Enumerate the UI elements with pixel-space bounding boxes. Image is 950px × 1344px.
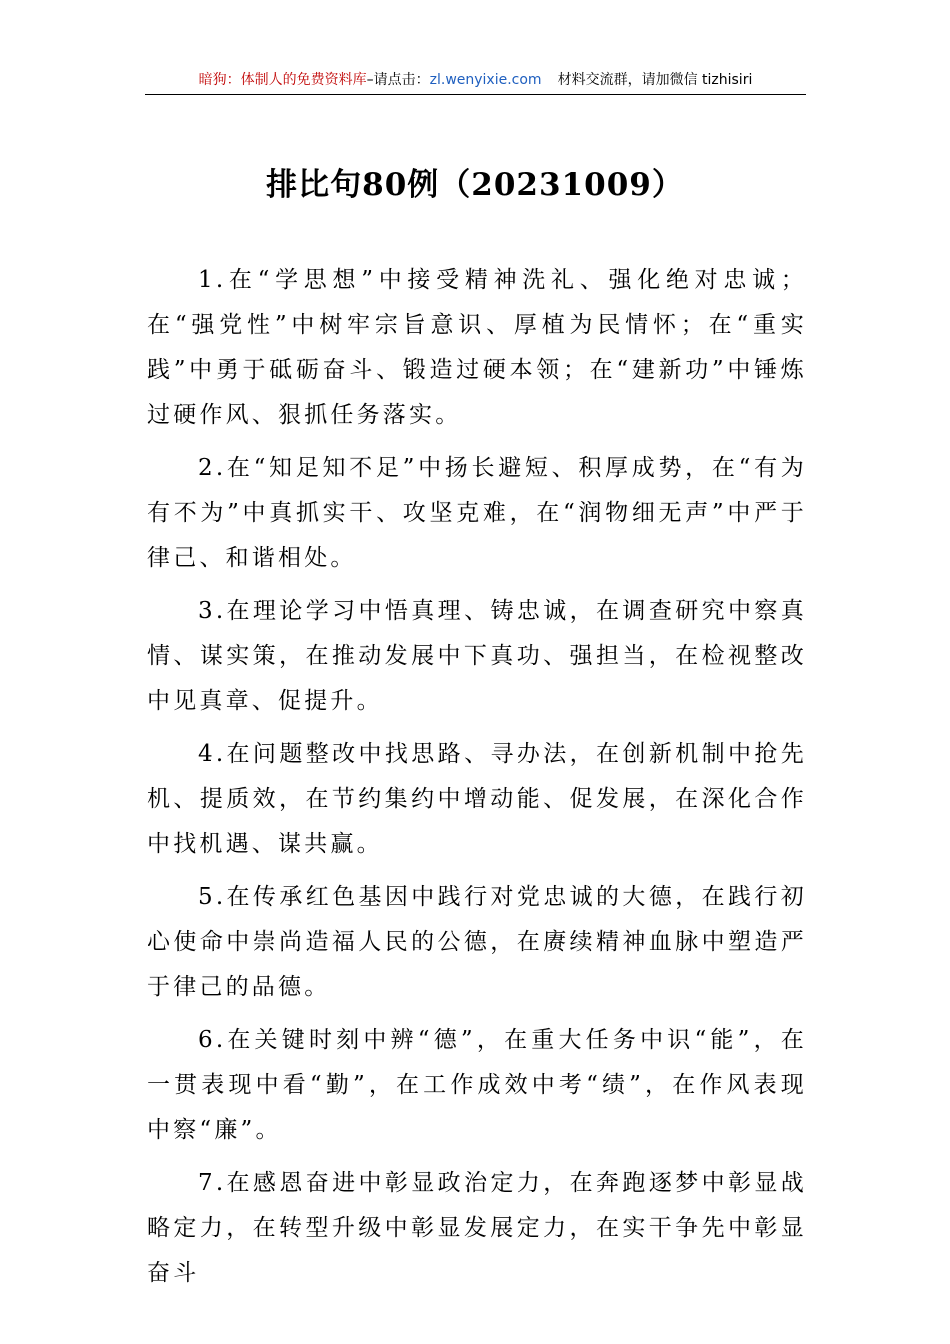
paragraph-2: 2.在“知足知不足”中扬长避短、积厚成势，在“有为有不为”中真抓实干、攻坚克难，在“润物细无声”中严于律己、和谐相处。 bbox=[147, 455, 807, 571]
page-header bbox=[145, 70, 806, 95]
header-contact: 材料交流群，请加微信 tizhisiri bbox=[557, 72, 753, 88]
document-title: 排比句80例（20231009） bbox=[266, 167, 684, 203]
paragraph-3: 3.在理论学习中悟真理、铸忠诚，在调查研究中察真情、谋实策，在推动发展中下真功、强担当，在检视整改中见真章、促提升。 bbox=[147, 598, 807, 714]
document-body bbox=[147, 258, 807, 1304]
paragraph-1: 1.在“学思想”中接受精神洗礼、强化绝对忠诚；在“强党性”中树牢宗旨意识、厚植为民情怀；在“重实践”中勇于砥砺奋斗、锻造过硬本领；在“建新功”中锤炼过硬作风、狠抓任务落实。 bbox=[147, 267, 807, 428]
header-brand: 暗狗：体制人的免费资料库 bbox=[198, 72, 367, 88]
header-url-link[interactable]: zl.wenyixie.com bbox=[429, 72, 542, 88]
paragraph-5: 5.在传承红色基因中践行对党忠诚的大德，在践行初心使命中崇尚造福人民的公德，在赓续精神血脉中塑造严于律己的品德。 bbox=[147, 884, 807, 1000]
paragraph-6: 6.在关键时刻中辨“德”，在重大任务中识“能”，在一贯表现中看“勤”，在工作成效中考“绩”，在作风表现中察“廉”。 bbox=[147, 1027, 807, 1143]
header-link-prefix: –请点击： bbox=[366, 72, 430, 88]
paragraph-7: 7.在感恩奋进中彰显政治定力，在奔跑逐梦中彰显战略定力，在转型升级中彰显发展定力，在实干争先中彰显奋斗 bbox=[147, 1170, 807, 1286]
paragraph-4: 4.在问题整改中找思路、寻办法，在创新机制中抢先机、提质效，在节约集约中增动能、促发展，在深化合作中找机遇、谋共赢。 bbox=[147, 741, 807, 857]
